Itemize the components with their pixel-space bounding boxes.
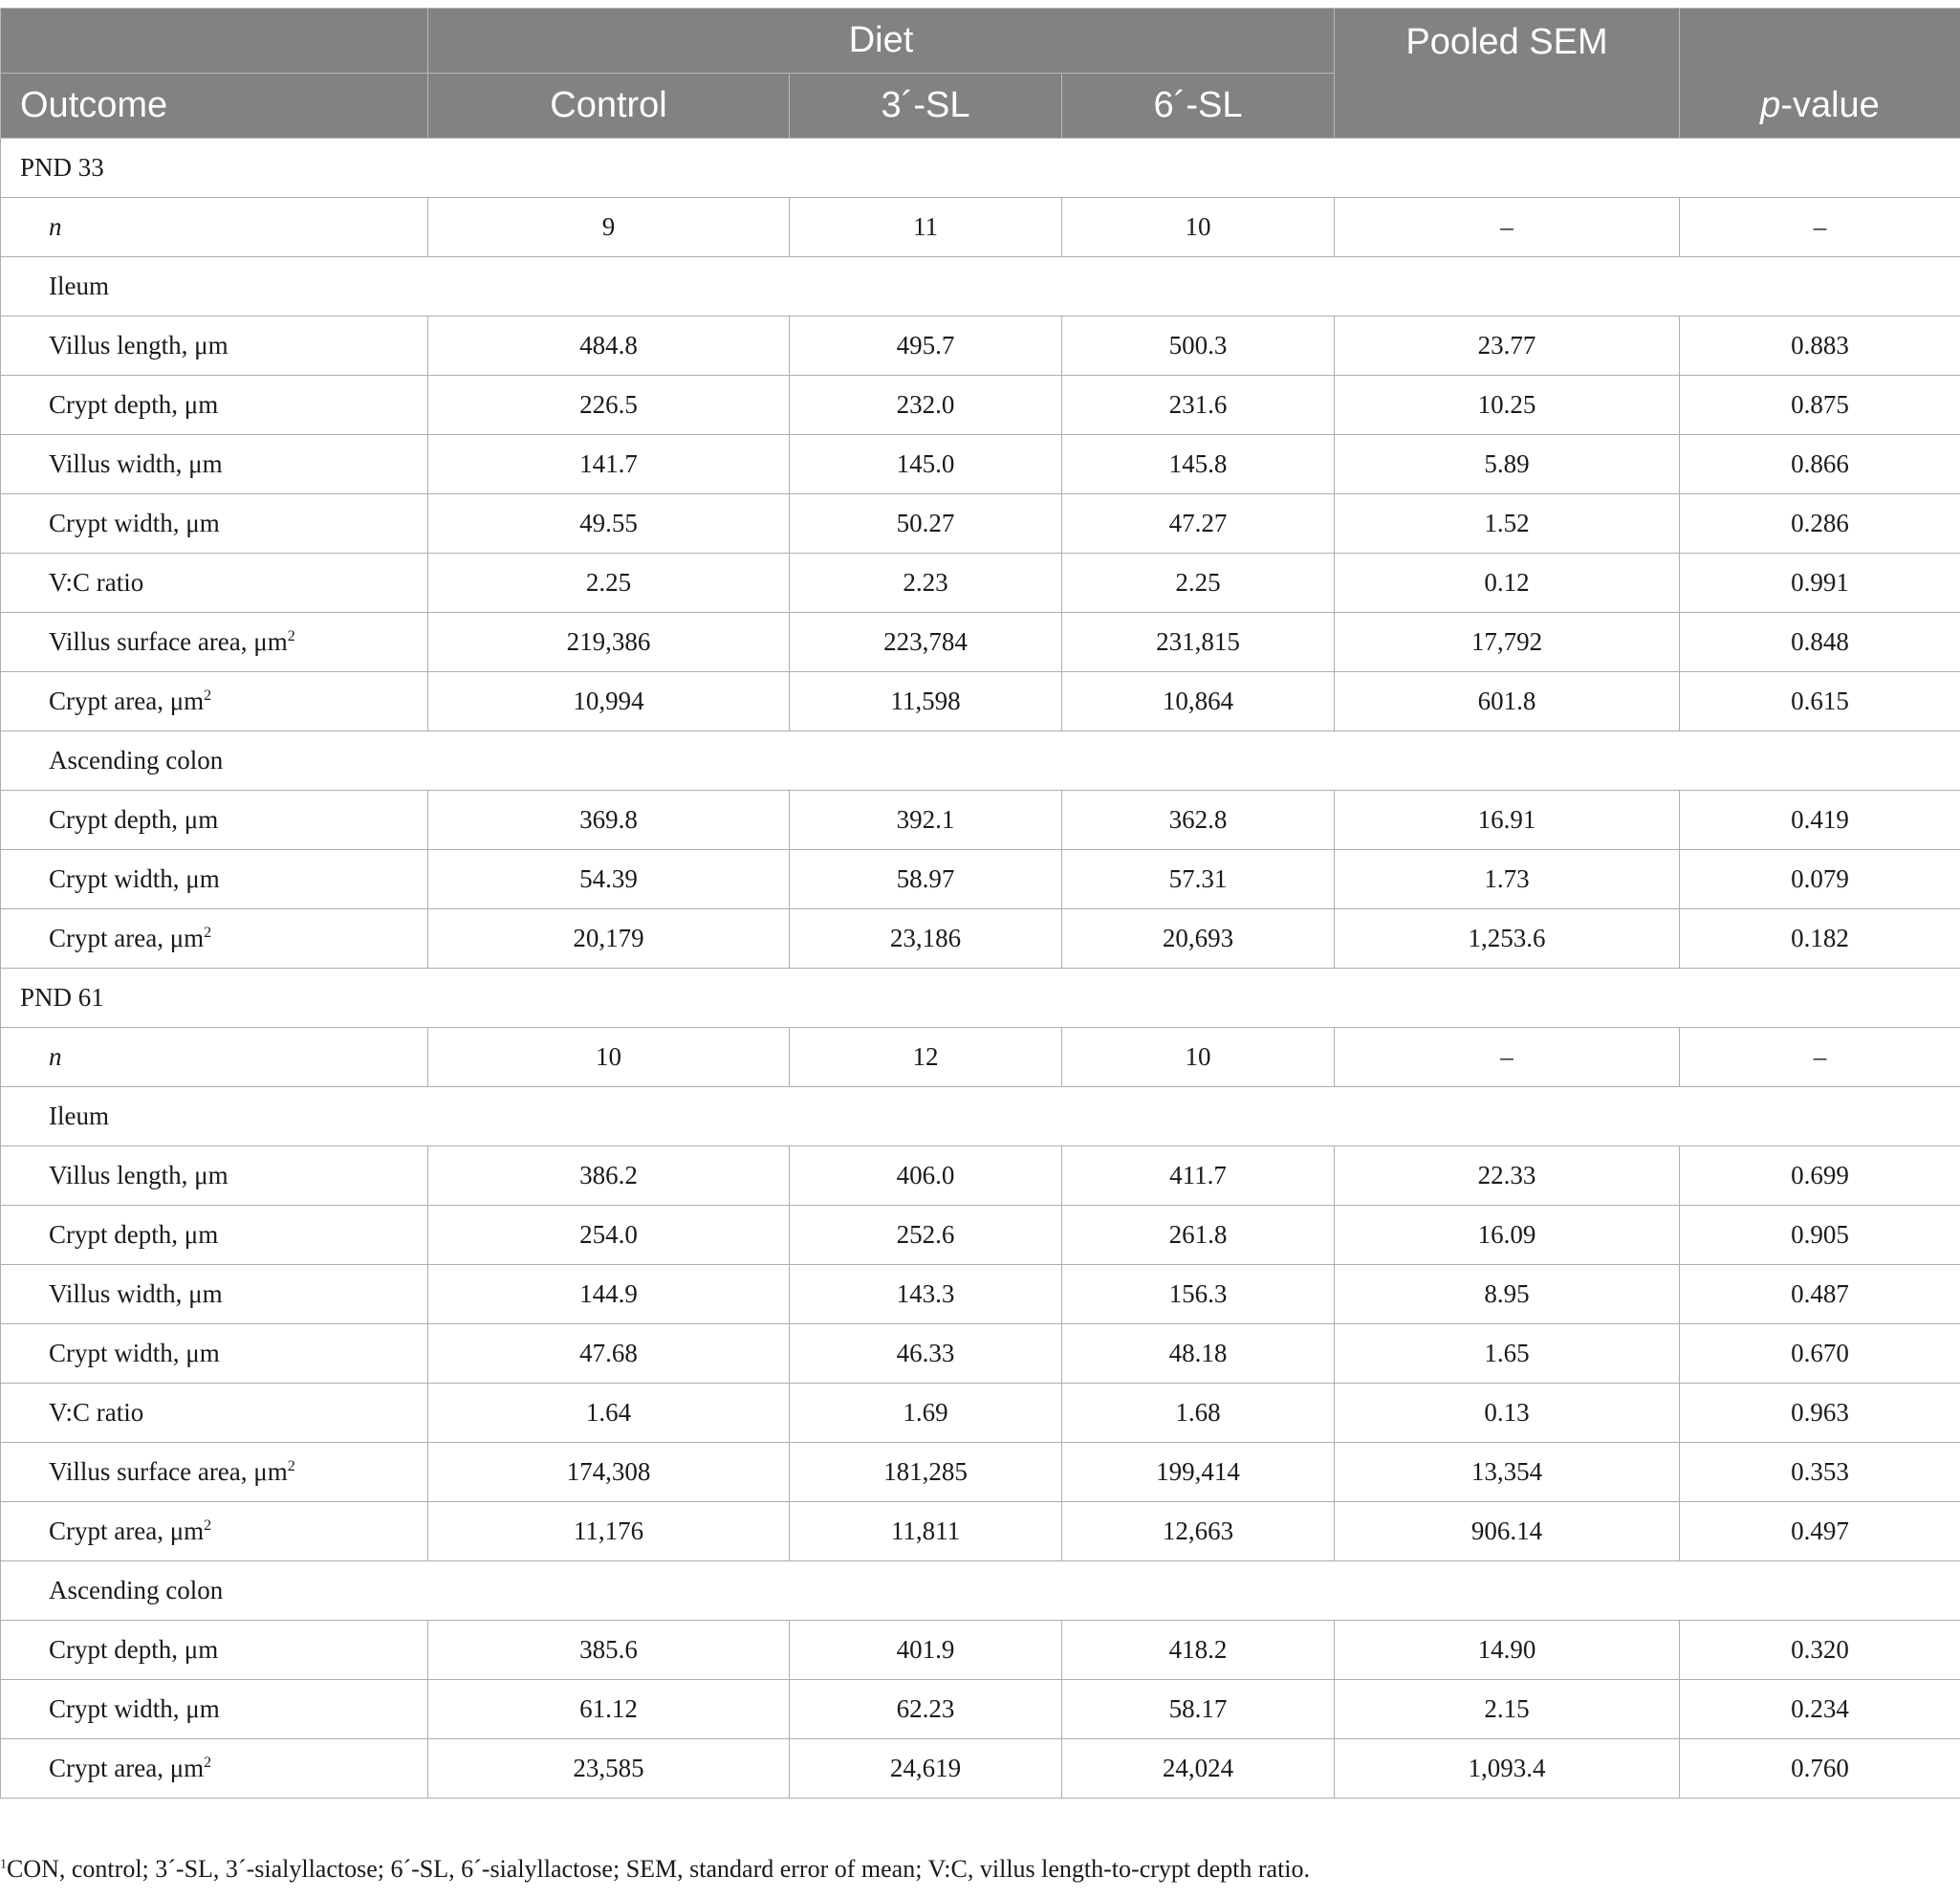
table-cell: 156.3 [1062,1265,1335,1324]
row-label-text: Crypt area, μm [49,1754,205,1782]
table-cell: 0.875 [1680,376,1960,435]
table-cell: 392.1 [790,791,1062,850]
table-cell: 47.68 [428,1324,790,1384]
row-label [1,1384,428,1443]
table-cell: 0.320 [1680,1621,1960,1680]
n-value: 10 [1062,198,1335,257]
table-row [1,909,1960,969]
header-pooled-sem: Pooled SEM [1335,9,1680,139]
group-row [1,731,1960,791]
table-cell: 10.25 [1335,376,1680,435]
results-table [0,8,1960,1799]
table-cell: 181,285 [790,1443,1062,1502]
row-label-text: Crypt depth, μm [49,390,219,419]
table-cell: 12,663 [1062,1502,1335,1561]
row-label-text: V:C ratio [49,1398,144,1427]
table-cell: 0.615 [1680,672,1960,731]
n-row [1,1028,1960,1087]
table-row [1,494,1960,554]
table-cell: 418.2 [1062,1621,1335,1680]
row-label-superscript: 2 [204,687,212,704]
n-value: 11 [790,198,1062,257]
header-control: Control [428,74,790,139]
n-value: – [1680,1028,1960,1087]
table-row [1,1739,1960,1799]
row-label [1,554,428,613]
group-title: Ascending colon [1,1561,1960,1621]
table-cell: 495.7 [790,316,1062,376]
row-label [1,1265,428,1324]
row-label-text: Villus length, μm [49,1161,229,1189]
table-cell: 0.670 [1680,1324,1960,1384]
row-label [1,1146,428,1206]
table-cell: 0.353 [1680,1443,1960,1502]
table-cell: 62.23 [790,1680,1062,1739]
table-row [1,554,1960,613]
table-cell: 0.699 [1680,1146,1960,1206]
table-cell: 46.33 [790,1324,1062,1384]
row-label-text: Villus length, μm [49,331,229,360]
table-cell: 484.8 [428,316,790,376]
table-cell: 231.6 [1062,376,1335,435]
table-cell: 385.6 [428,1621,790,1680]
row-label [1,850,428,909]
table-cell: 406.0 [790,1146,1062,1206]
row-label [1,1206,428,1265]
section-row [1,139,1960,198]
n-value: – [1680,198,1960,257]
table-cell: 143.3 [790,1265,1062,1324]
table-cell: 23.77 [1335,316,1680,376]
row-label [1,1621,428,1680]
section-row [1,969,1960,1028]
table-cell: 2.23 [790,554,1062,613]
table-cell: 58.97 [790,850,1062,909]
table-row [1,376,1960,435]
table-cell: 0.182 [1680,909,1960,969]
header-outcome: Outcome [1,74,428,139]
n-label: n [1,1028,428,1087]
group-row [1,257,1960,316]
table-cell: 1,093.4 [1335,1739,1680,1799]
table-cell: 5.89 [1335,435,1680,494]
row-label-text: Crypt area, μm [49,1516,205,1545]
table-cell: 11,598 [790,672,1062,731]
table-cell: 11,176 [428,1502,790,1561]
table-cell: 0.760 [1680,1739,1960,1799]
row-label-superscript: 2 [204,1755,212,1771]
table-cell: 0.234 [1680,1680,1960,1739]
table-cell: 0.12 [1335,554,1680,613]
table-cell: 386.2 [428,1146,790,1206]
table-row [1,791,1960,850]
header-p-italic: p [1760,85,1781,125]
header-3sl: 3´-SL [790,74,1062,139]
table-cell: 2.25 [428,554,790,613]
row-label-superscript: 2 [204,925,212,941]
footnote [0,1855,1310,1884]
footnote-text: CON, control; 3´-SL, 3´-sialyllactose; 6´-SL, 6´-sialyllactose; SEM, standard error of mean; V:C, villus length-to-crypt depth ratio. [7,1855,1311,1883]
table-cell: 8.95 [1335,1265,1680,1324]
table-row [1,1621,1960,1680]
row-label-text: Crypt depth, μm [49,1635,219,1664]
table-cell: 0.419 [1680,791,1960,850]
table-cell: 22.33 [1335,1146,1680,1206]
table-cell: 401.9 [790,1621,1062,1680]
table-cell: 10,994 [428,672,790,731]
table-cell: 1,253.6 [1335,909,1680,969]
header-p-rest: -value [1780,85,1880,125]
table-cell: 0.905 [1680,1206,1960,1265]
table-row [1,435,1960,494]
table-cell: 17,792 [1335,613,1680,672]
header-blank-cell [1,9,428,74]
table-row [1,1324,1960,1384]
table-row [1,1443,1960,1502]
table-cell: 145.0 [790,435,1062,494]
row-label-text: V:C ratio [49,568,144,597]
n-row [1,198,1960,257]
table-cell: 254.0 [428,1206,790,1265]
table-cell: 369.8 [428,791,790,850]
table-cell: 0.848 [1680,613,1960,672]
table-cell: 58.17 [1062,1680,1335,1739]
table-cell: 57.31 [1062,850,1335,909]
row-label [1,1739,428,1799]
table-cell: 49.55 [428,494,790,554]
table-cell: 20,179 [428,909,790,969]
row-label-text: Villus surface area, μm [49,1457,288,1486]
table-cell: 16.09 [1335,1206,1680,1265]
table-cell: 0.883 [1680,316,1960,376]
table-cell: 362.8 [1062,791,1335,850]
group-row [1,1561,1960,1621]
row-label [1,791,428,850]
table-row [1,1680,1960,1739]
table-cell: 48.18 [1062,1324,1335,1384]
header-row-top [1,9,1960,74]
n-value: 9 [428,198,790,257]
table-cell: 261.8 [1062,1206,1335,1265]
row-label [1,1324,428,1384]
table-cell: 20,693 [1062,909,1335,969]
table-cell: 23,186 [790,909,1062,969]
section-title: PND 61 [1,969,1960,1028]
table-cell: 0.991 [1680,554,1960,613]
row-label-text: Crypt width, μm [49,864,220,893]
header-p-value [1680,9,1960,139]
table-cell: 141.7 [428,435,790,494]
table-cell: 0.866 [1680,435,1960,494]
table-row [1,1206,1960,1265]
section-title: PND 33 [1,139,1960,198]
row-label [1,672,428,731]
row-label-text: Villus width, μm [49,1279,223,1308]
table-cell: 54.39 [428,850,790,909]
table-cell: 411.7 [1062,1146,1335,1206]
row-label [1,1502,428,1561]
table-cell: 50.27 [790,494,1062,554]
table-cell: 1.68 [1062,1384,1335,1443]
row-label-text: Crypt width, μm [49,1339,220,1367]
table-header [1,9,1960,139]
row-label [1,376,428,435]
table-cell: 11,811 [790,1502,1062,1561]
table-cell: 0.13 [1335,1384,1680,1443]
table-cell: 199,414 [1062,1443,1335,1502]
table-cell: 61.12 [428,1680,790,1739]
table-cell: 223,784 [790,613,1062,672]
row-label-superscript: 2 [287,628,295,644]
table-cell: 232.0 [790,376,1062,435]
table-cell: 2.25 [1062,554,1335,613]
table-cell: 0.963 [1680,1384,1960,1443]
row-label-text: Crypt area, μm [49,687,205,715]
row-label-text: Villus surface area, μm [49,627,288,656]
header-6sl: 6´-SL [1062,74,1335,139]
table-cell: 174,308 [428,1443,790,1502]
table-cell: 10,864 [1062,672,1335,731]
n-value: 10 [1062,1028,1335,1087]
table-row [1,1502,1960,1561]
table-row [1,316,1960,376]
table-cell: 0.487 [1680,1265,1960,1324]
table-cell: 0.079 [1680,850,1960,909]
row-label-text: Villus width, μm [49,449,223,478]
table-cell: 219,386 [428,613,790,672]
table-row [1,850,1960,909]
table-cell: 2.15 [1335,1680,1680,1739]
table-cell: 906.14 [1335,1502,1680,1561]
row-label [1,1680,428,1739]
row-label-superscript: 2 [204,1517,212,1534]
group-title: Ileum [1,1087,1960,1146]
table-cell: 226.5 [428,376,790,435]
table-container [0,8,1960,1799]
group-row [1,1087,1960,1146]
group-title: Ileum [1,257,1960,316]
table-cell: 1.65 [1335,1324,1680,1384]
table-cell: 601.8 [1335,672,1680,731]
row-label [1,613,428,672]
row-label [1,909,428,969]
footnote-marker: 1 [0,1857,7,1872]
row-label-text: Crypt area, μm [49,924,205,952]
row-label-text: Crypt width, μm [49,509,220,537]
table-cell: 24,619 [790,1739,1062,1799]
table-cell: 0.286 [1680,494,1960,554]
table-row [1,1146,1960,1206]
row-label [1,316,428,376]
table-cell: 23,585 [428,1739,790,1799]
row-label [1,494,428,554]
table-row [1,1384,1960,1443]
table-cell: 0.497 [1680,1502,1960,1561]
table-cell: 1.73 [1335,850,1680,909]
n-value: – [1335,1028,1680,1087]
table-cell: 13,354 [1335,1443,1680,1502]
table-body [1,139,1960,1799]
row-label-text: Crypt width, μm [49,1694,220,1723]
table-cell: 231,815 [1062,613,1335,672]
table-row [1,613,1960,672]
table-cell: 16.91 [1335,791,1680,850]
table-cell: 1.52 [1335,494,1680,554]
table-row [1,1265,1960,1324]
n-value: – [1335,198,1680,257]
table-cell: 1.64 [428,1384,790,1443]
row-label [1,1443,428,1502]
row-label-superscript: 2 [287,1458,295,1474]
table-cell: 145.8 [1062,435,1335,494]
row-label [1,435,428,494]
group-title: Ascending colon [1,731,1960,791]
table-row [1,672,1960,731]
table-cell: 1.69 [790,1384,1062,1443]
table-cell: 144.9 [428,1265,790,1324]
n-label: n [1,198,428,257]
header-diet: Diet [428,9,1335,74]
n-value: 10 [428,1028,790,1087]
table-cell: 14.90 [1335,1621,1680,1680]
table-cell: 500.3 [1062,316,1335,376]
row-label-text: Crypt depth, μm [49,1220,219,1249]
row-label-text: Crypt depth, μm [49,805,219,834]
table-cell: 252.6 [790,1206,1062,1265]
n-value: 12 [790,1028,1062,1087]
table-cell: 24,024 [1062,1739,1335,1799]
table-cell: 47.27 [1062,494,1335,554]
